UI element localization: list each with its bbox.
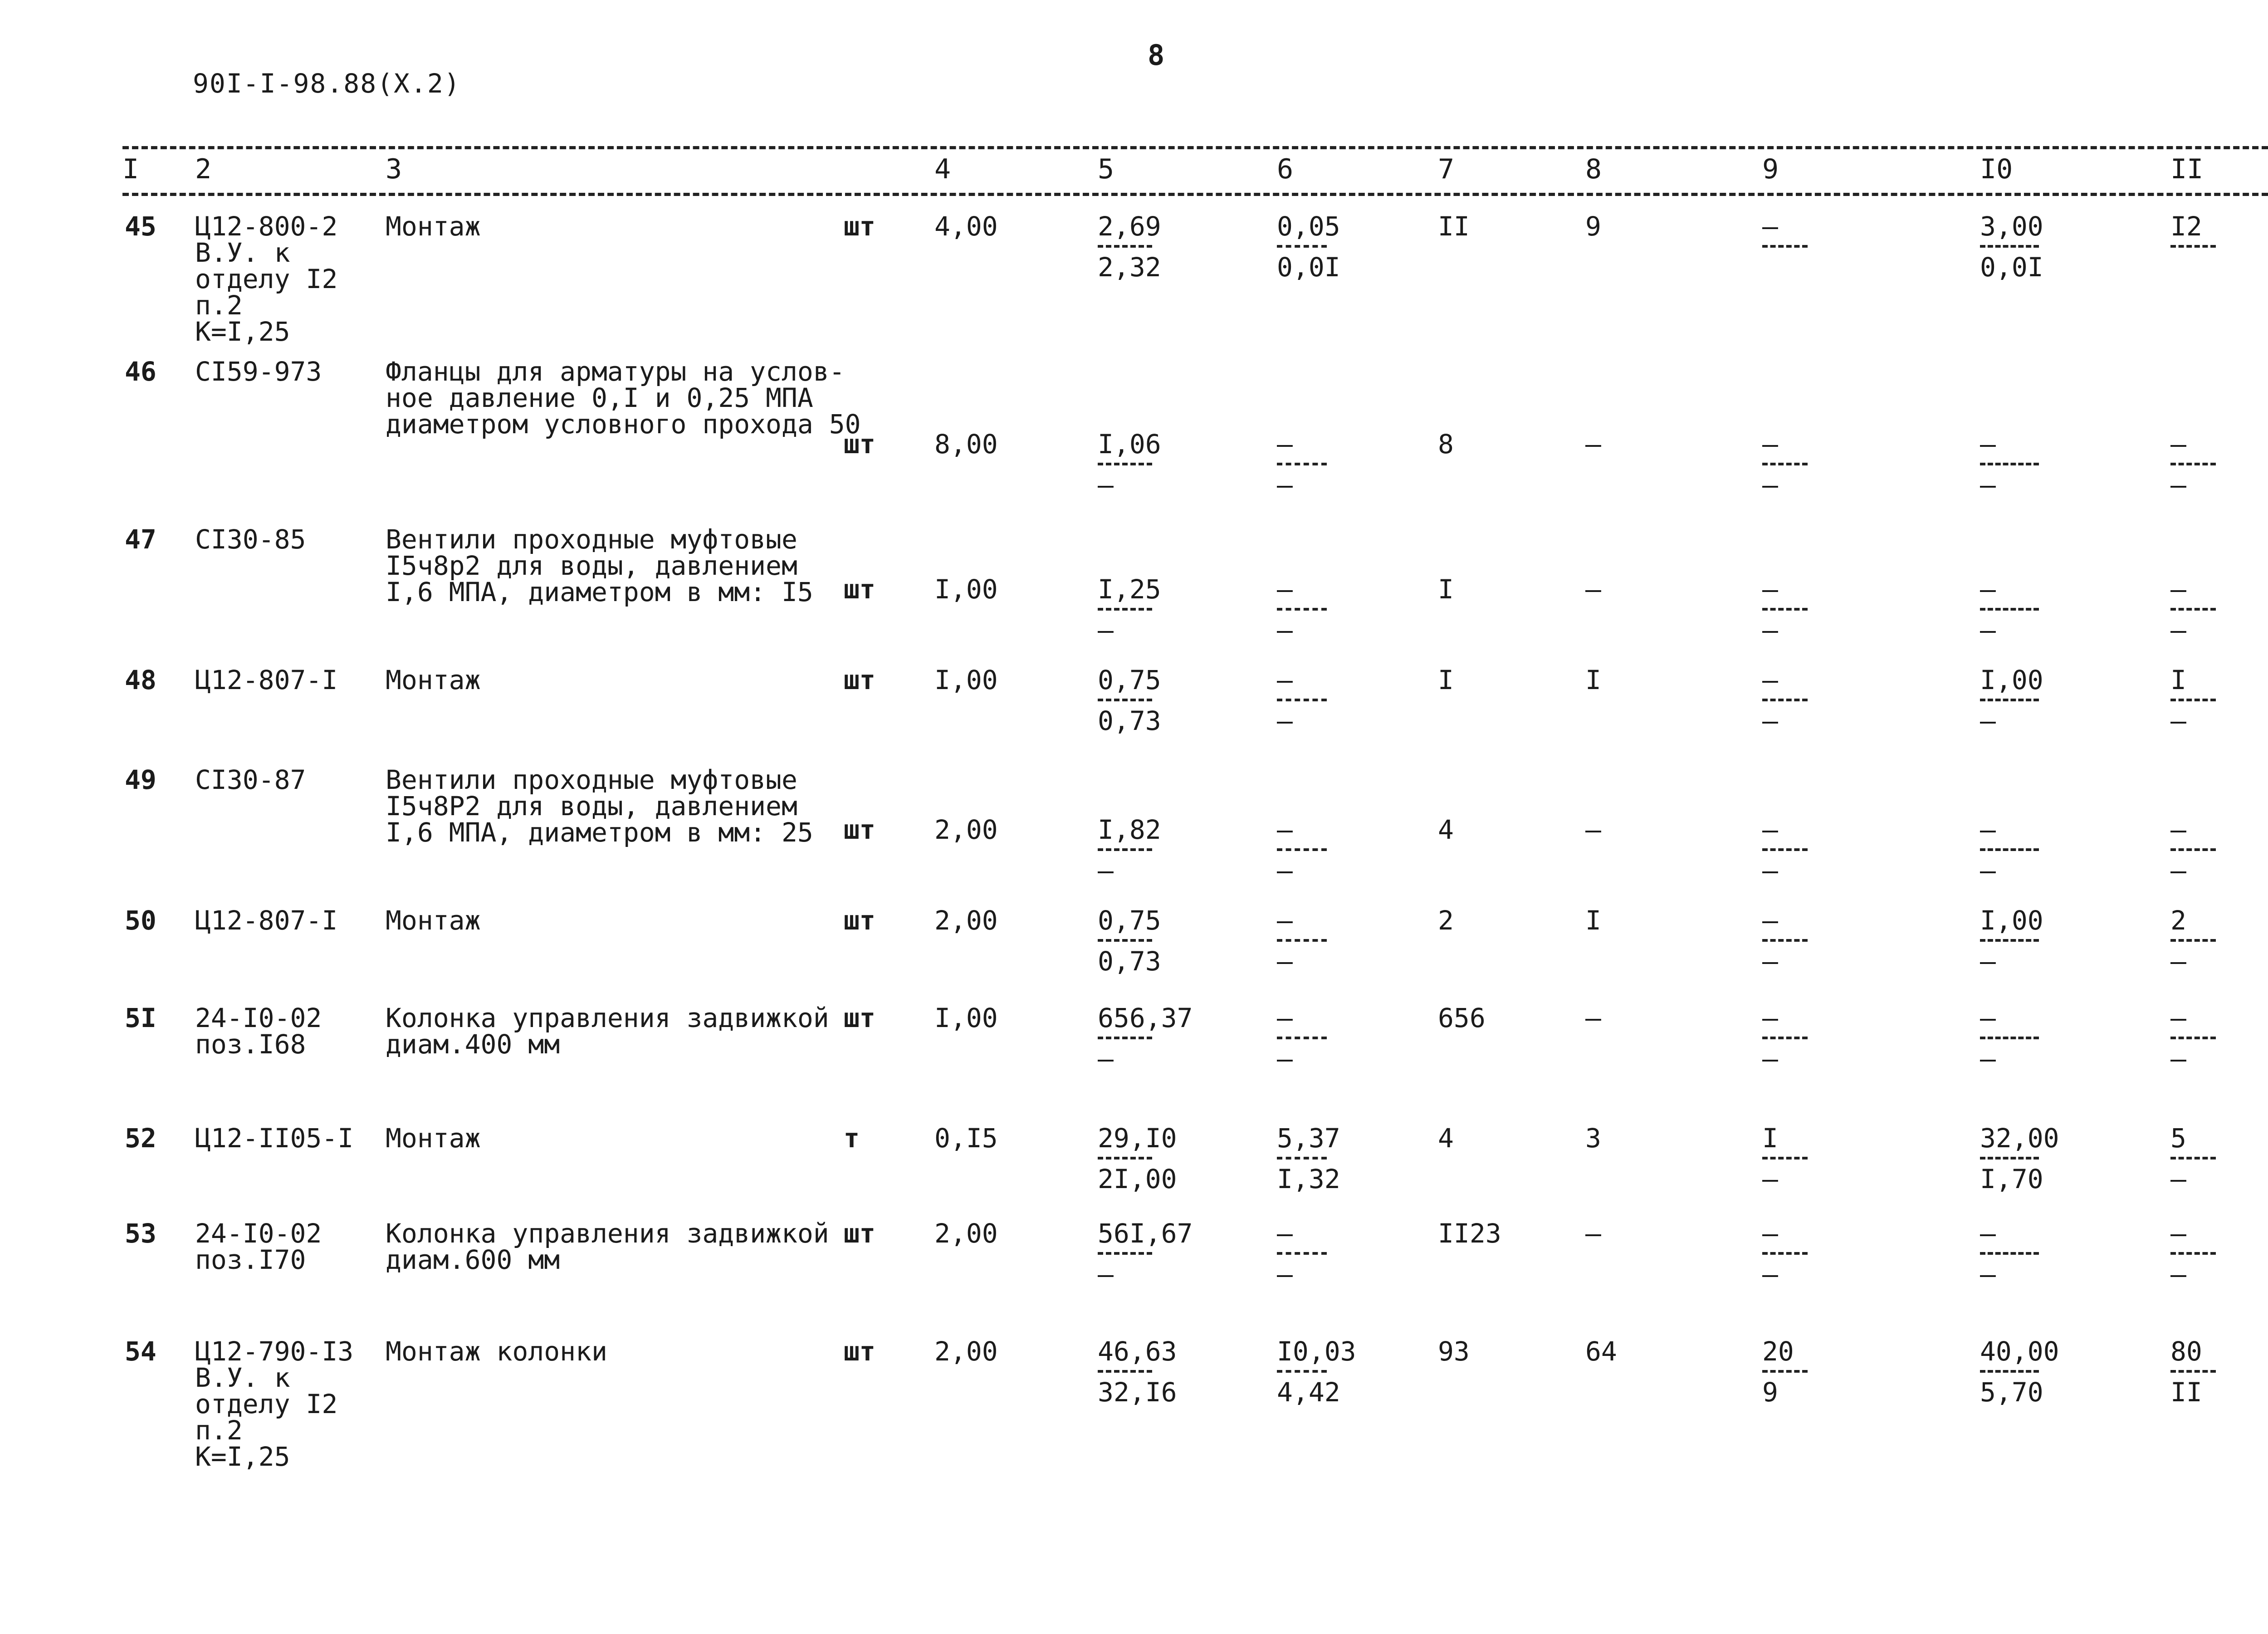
c5-denominator: 0,73 [1098,946,1161,977]
col8-value: 3 [1585,1123,1601,1154]
c5-numerator: 56I,67 [1098,1218,1193,1249]
c6-fraction [1277,814,1327,886]
c6-fraction-bar [1277,463,1327,465]
unit-cell: т [844,1123,860,1154]
work-name: Монтаж [386,1123,481,1154]
c5-denominator: 2I,00 [1098,1164,1177,1194]
c5-fraction-bar [1098,608,1152,611]
c5-fraction [1098,431,1161,498]
document-code: 90I-I-98.88(X.2) [193,68,461,99]
unit-cell: шт [844,1218,875,1249]
c6-fraction [1277,431,1327,498]
c11-fraction-bar [2170,1037,2216,1039]
c5-numerator: I,06 [1098,429,1161,460]
c10-denominator: I,70 [1980,1164,2043,1194]
c6-denominator: – [1277,615,1293,646]
c10-fraction [1980,431,2039,498]
c9-fraction [1762,1125,1808,1192]
c11-fraction [2170,814,2216,886]
column-header-5: 5 [1098,153,1114,185]
quantity-cell: 4,00 [934,211,998,242]
quantity-cell: I,00 [934,665,998,695]
c9-numerator: – [1762,1003,1778,1033]
unit-cell: шт [844,814,875,845]
c5-numerator: 29,I0 [1098,1123,1177,1154]
c10-fraction-bar [1980,939,2039,942]
c5-fraction-bar [1098,245,1152,248]
c6-fraction [1277,1005,1327,1072]
c5-numerator: 0,75 [1098,665,1161,695]
c10-fraction-bar [1980,463,2039,465]
c5-fraction-bar [1098,1252,1152,1255]
c11-fraction [2170,1218,2216,1290]
unit-cell: шт [844,429,875,460]
c10-fraction [1980,667,2043,734]
header-bottom-rule [122,193,2268,196]
c11-denominator: – [2170,946,2186,977]
work-name: Монтаж [386,211,481,242]
c5-fraction-bar [1098,939,1152,942]
c11-denominator: – [2170,1164,2186,1194]
col7-value: II23 [1438,1218,1501,1249]
c11-denominator: – [2170,705,2186,736]
c6-fraction [1277,1336,1356,1408]
c6-fraction [1277,1125,1340,1192]
rate-code: Ц12-790-I3 В.У. к отделу I2 п.2 К=I,25 [195,1336,354,1472]
c9-denominator: – [1762,855,1778,886]
col7-value: 4 [1438,814,1454,845]
c10-numerator: 40,00 [1980,1336,2059,1367]
c6-fraction-bar [1277,1157,1327,1159]
c9-fraction-bar [1762,463,1808,465]
column-header-2: 2 [195,153,212,185]
c10-denominator: 0,0I [1980,252,2043,283]
c10-denominator: – [1980,855,1996,886]
c11-numerator: – [2170,1003,2186,1033]
c11-numerator: I2 [2170,211,2202,242]
work-name: Монтаж [386,665,481,695]
quantity-cell: 2,00 [934,814,998,845]
c11-numerator: 2 [2170,905,2186,936]
col8-value: – [1585,814,1601,845]
c9-fraction [1762,213,1808,254]
col8-value: 9 [1585,211,1601,242]
col8-value: 64 [1585,1336,1617,1367]
c9-fraction [1762,431,1808,498]
c10-numerator: – [1980,574,1996,605]
c6-denominator: I,32 [1277,1164,1340,1194]
column-header-7: 7 [1438,153,1455,185]
c9-denominator: – [1762,1259,1778,1290]
col8-value: – [1585,574,1601,605]
c10-denominator: – [1980,1259,1996,1290]
c5-numerator: I,82 [1098,814,1161,845]
c10-numerator: – [1980,1003,1996,1033]
rate-code: CI59-973 [195,356,322,387]
work-name: Монтаж [386,905,481,936]
c11-numerator: – [2170,574,2186,605]
c6-numerator: – [1277,574,1293,605]
c9-fraction-bar [1762,699,1808,701]
c9-fraction [1762,667,1808,734]
c11-fraction [2170,213,2216,254]
row-number: 52 [125,1123,156,1154]
c9-numerator: 20 [1762,1336,1794,1367]
c6-fraction-bar [1277,699,1327,701]
c11-fraction-bar [2170,939,2216,942]
c6-numerator: 5,37 [1277,1123,1340,1154]
c9-fraction-bar [1762,1157,1808,1159]
c6-denominator: – [1277,855,1293,886]
c10-fraction-bar [1980,1037,2039,1039]
col7-value: 4 [1438,1123,1454,1154]
c10-numerator: I,00 [1980,905,2043,936]
c5-fraction [1098,667,1161,734]
c11-fraction [2170,574,2216,646]
c5-numerator: 0,75 [1098,905,1161,936]
quantity-cell: 0,I5 [934,1123,998,1154]
c9-fraction [1762,1005,1808,1072]
c9-denominator: – [1762,1043,1778,1074]
c9-numerator: – [1762,574,1778,605]
c6-numerator: – [1277,429,1293,460]
row-number: 5I [125,1003,156,1033]
c6-fraction-bar [1277,1037,1327,1039]
column-header-10: I0 [1980,153,2013,185]
c9-numerator: – [1762,211,1778,242]
c9-denominator: 9 [1762,1377,1778,1408]
c5-numerator: 46,63 [1098,1336,1177,1367]
c10-fraction-bar [1980,608,2039,611]
c9-numerator: – [1762,1218,1778,1249]
c10-denominator: – [1980,1043,1996,1074]
c6-numerator: – [1277,814,1293,845]
row-number: 45 [125,211,156,242]
rate-code: 24-I0-02 поз.I68 [195,1003,322,1060]
c5-fraction-bar [1098,1037,1152,1039]
col7-value: II [1438,211,1470,242]
col8-value: – [1585,1003,1601,1033]
c10-numerator: 32,00 [1980,1123,2059,1154]
c10-denominator: – [1980,946,1996,977]
c6-fraction [1277,211,1340,283]
c10-fraction [1980,574,2039,646]
c6-fraction [1277,667,1327,734]
c5-denominator: 32,I6 [1098,1377,1177,1408]
unit-cell: шт [844,574,875,605]
c11-fraction-bar [2170,245,2216,248]
c9-numerator: – [1762,905,1778,936]
c10-fraction-bar [1980,245,2039,248]
quantity-cell: 2,00 [934,905,998,936]
c11-fraction-bar [2170,848,2216,851]
c9-numerator: – [1762,814,1778,845]
c5-denominator: – [1098,1259,1114,1290]
c10-fraction [1980,905,2043,977]
unit-cell: шт [844,1336,875,1367]
column-header-1: I [122,153,139,185]
c5-fraction [1098,1336,1177,1408]
c5-denominator: – [1098,855,1114,886]
c11-numerator: – [2170,429,2186,460]
c11-fraction [2170,431,2216,498]
c5-numerator: I,25 [1098,574,1161,605]
c6-numerator: – [1277,905,1293,936]
c6-fraction-bar [1277,1252,1327,1255]
c9-fraction-bar [1762,1370,1808,1373]
col7-value: 8 [1438,429,1454,460]
c5-fraction-bar [1098,1370,1152,1373]
c11-fraction [2170,667,2216,734]
rate-code: Ц12-807-I [195,665,338,695]
c11-fraction [2170,905,2216,977]
row-number: 46 [125,356,156,387]
c11-fraction [2170,1336,2216,1408]
c5-fraction [1098,905,1161,977]
c9-fraction-bar [1762,939,1808,942]
c5-denominator: 0,73 [1098,705,1161,736]
col8-value: – [1585,429,1601,460]
row-number: 49 [125,764,156,795]
c10-fraction [1980,1125,2059,1192]
c5-fraction [1098,814,1161,886]
c11-fraction-bar [2170,463,2216,465]
col8-value: I [1585,665,1601,695]
work-name: Фланцы для арматуры на услов- ное давление 0,I и 0,25 МПА диаметром условного прохода 50 [386,356,861,440]
column-header-4: 4 [934,153,951,185]
c6-denominator: – [1277,946,1293,977]
c11-numerator: – [2170,1218,2186,1249]
unit-cell: шт [844,1003,875,1033]
work-name: Колонка управления задвижкой диам.600 мм [386,1218,829,1275]
col8-value: – [1585,1218,1601,1249]
column-header-9: 9 [1762,153,1779,185]
row-number: 48 [125,665,156,695]
c5-fraction [1098,574,1161,646]
c11-fraction-bar [2170,1252,2216,1255]
c5-fraction-bar [1098,699,1152,701]
c11-fraction-bar [2170,699,2216,701]
c11-fraction-bar [2170,1157,2216,1159]
work-name: Вентили проходные муфтовые I5ч8Р2 для воды, давлением I,6 МПА, диаметром в мм: 25 [386,764,813,848]
c9-fraction-bar [1762,608,1808,611]
c9-denominator: – [1762,705,1778,736]
c9-fraction [1762,1336,1808,1408]
c9-numerator: – [1762,665,1778,695]
c9-fraction-bar [1762,245,1808,248]
c5-denominator: – [1098,470,1114,500]
c9-fraction [1762,905,1808,977]
c6-denominator: 4,42 [1277,1377,1340,1408]
c5-fraction [1098,1218,1193,1290]
work-name: Вентили проходные муфтовые I5ч8р2 для воды, давлением I,6 МПА, диаметром в мм: I5 [386,524,813,607]
c9-denominator: – [1762,946,1778,977]
rate-code: 24-I0-02 поз.I70 [195,1218,322,1275]
c6-fraction-bar [1277,608,1327,611]
c10-fraction [1980,1218,2039,1290]
c5-denominator: – [1098,1043,1114,1074]
col8-value: I [1585,905,1601,936]
c5-fraction [1098,211,1161,283]
c11-denominator: II [2170,1377,2202,1408]
c6-fraction [1277,905,1327,977]
c5-fraction [1098,1125,1177,1192]
c9-numerator: – [1762,429,1778,460]
col7-value: I [1438,574,1454,605]
quantity-cell: I,00 [934,574,998,605]
work-name: Колонка управления задвижкой диам.400 мм [386,1003,829,1060]
c9-fraction [1762,574,1808,646]
column-header-8: 8 [1585,153,1602,185]
quantity-cell: 2,00 [934,1336,998,1367]
c9-denominator: – [1762,1164,1778,1194]
column-header-6: 6 [1277,153,1294,185]
column-header-3: 3 [386,153,402,185]
c5-numerator: 2,69 [1098,211,1161,242]
rate-code: CI30-85 [195,524,306,555]
page-number: 8 [1148,39,1165,72]
c5-fraction-bar [1098,1157,1152,1159]
c6-fraction [1277,574,1327,646]
c5-denominator: – [1098,615,1114,646]
c10-fraction-bar [1980,699,2039,701]
c6-denominator: – [1277,470,1293,500]
c10-numerator: I,00 [1980,665,2043,695]
c10-fraction-bar [1980,848,2039,851]
c5-fraction-bar [1098,463,1152,465]
c10-fraction [1980,1336,2059,1408]
c6-fraction-bar [1277,939,1327,942]
c6-denominator: – [1277,1043,1293,1074]
c11-fraction-bar [2170,1370,2216,1373]
col7-value: 656 [1438,1003,1486,1033]
c10-denominator: 5,70 [1980,1377,2043,1408]
c10-numerator: – [1980,814,1996,845]
row-number: 47 [125,524,156,555]
c11-denominator: – [2170,1259,2186,1290]
rate-code: CI30-87 [195,764,306,795]
c10-fraction-bar [1980,1157,2039,1159]
c11-numerator: 5 [2170,1123,2186,1154]
c11-denominator: – [2170,470,2186,500]
c11-denominator: – [2170,855,2186,886]
rate-code: Ц12-II05-I [195,1123,354,1154]
c10-fraction [1980,1005,2039,1072]
c10-fraction-bar [1980,1252,2039,1255]
c10-fraction [1980,814,2039,886]
col7-value: 93 [1438,1336,1470,1367]
c9-denominator: – [1762,615,1778,646]
c9-fraction [1762,814,1808,886]
rate-code: Ц12-807-I [195,905,338,936]
c6-denominator: 0,0I [1277,252,1340,283]
c11-denominator: – [2170,615,2186,646]
c6-fraction-bar [1277,245,1327,248]
c11-denominator: – [2170,1043,2186,1074]
c6-denominator: – [1277,705,1293,736]
c9-fraction-bar [1762,1037,1808,1039]
c11-numerator: – [2170,814,2186,845]
c10-numerator: 3,00 [1980,211,2043,242]
c11-fraction-bar [2170,608,2216,611]
c6-numerator: – [1277,665,1293,695]
c11-fraction [2170,1125,2216,1192]
c10-denominator: – [1980,470,1996,500]
c6-fraction [1277,1218,1327,1290]
c6-numerator: – [1277,1003,1293,1033]
c9-fraction-bar [1762,1252,1808,1255]
c5-numerator: 656,37 [1098,1003,1193,1033]
quantity-cell: 8,00 [934,429,998,460]
c9-numerator: I [1762,1123,1778,1154]
row-number: 50 [125,905,156,936]
header-top-rule [122,146,2268,149]
column-header-11: II [2170,153,2204,185]
c5-fraction-bar [1098,848,1152,851]
col7-value: I [1438,665,1454,695]
c6-fraction-bar [1277,848,1327,851]
c9-fraction [1762,1218,1808,1290]
c9-denominator: – [1762,470,1778,500]
c11-numerator: 80 [2170,1336,2202,1367]
row-number: 53 [125,1218,156,1249]
c10-fraction [1980,211,2043,283]
c10-numerator: – [1980,1218,1996,1249]
unit-cell: шт [844,905,875,936]
c6-numerator: I0,03 [1277,1336,1356,1367]
unit-cell: шт [844,665,875,695]
c11-fraction [2170,1005,2216,1072]
c6-numerator: 0,05 [1277,211,1340,242]
c10-fraction-bar [1980,1370,2039,1373]
unit-cell: шт [844,211,875,242]
c10-denominator: – [1980,705,1996,736]
c6-denominator: – [1277,1259,1293,1290]
c10-numerator: – [1980,429,1996,460]
c9-fraction-bar [1762,848,1808,851]
c6-numerator: – [1277,1218,1293,1249]
col7-value: 2 [1438,905,1454,936]
quantity-cell: 2,00 [934,1218,998,1249]
work-name: Монтаж колонки [386,1336,607,1367]
row-number: 54 [125,1336,156,1367]
c10-denominator: – [1980,615,1996,646]
quantity-cell: I,00 [934,1003,998,1033]
c5-fraction [1098,1005,1193,1072]
c11-numerator: I [2170,665,2186,695]
rate-code: Ц12-800-2 В.У. к отделу I2 п.2 К=I,25 [195,211,338,347]
c5-denominator: 2,32 [1098,252,1161,283]
c6-fraction-bar [1277,1370,1327,1373]
